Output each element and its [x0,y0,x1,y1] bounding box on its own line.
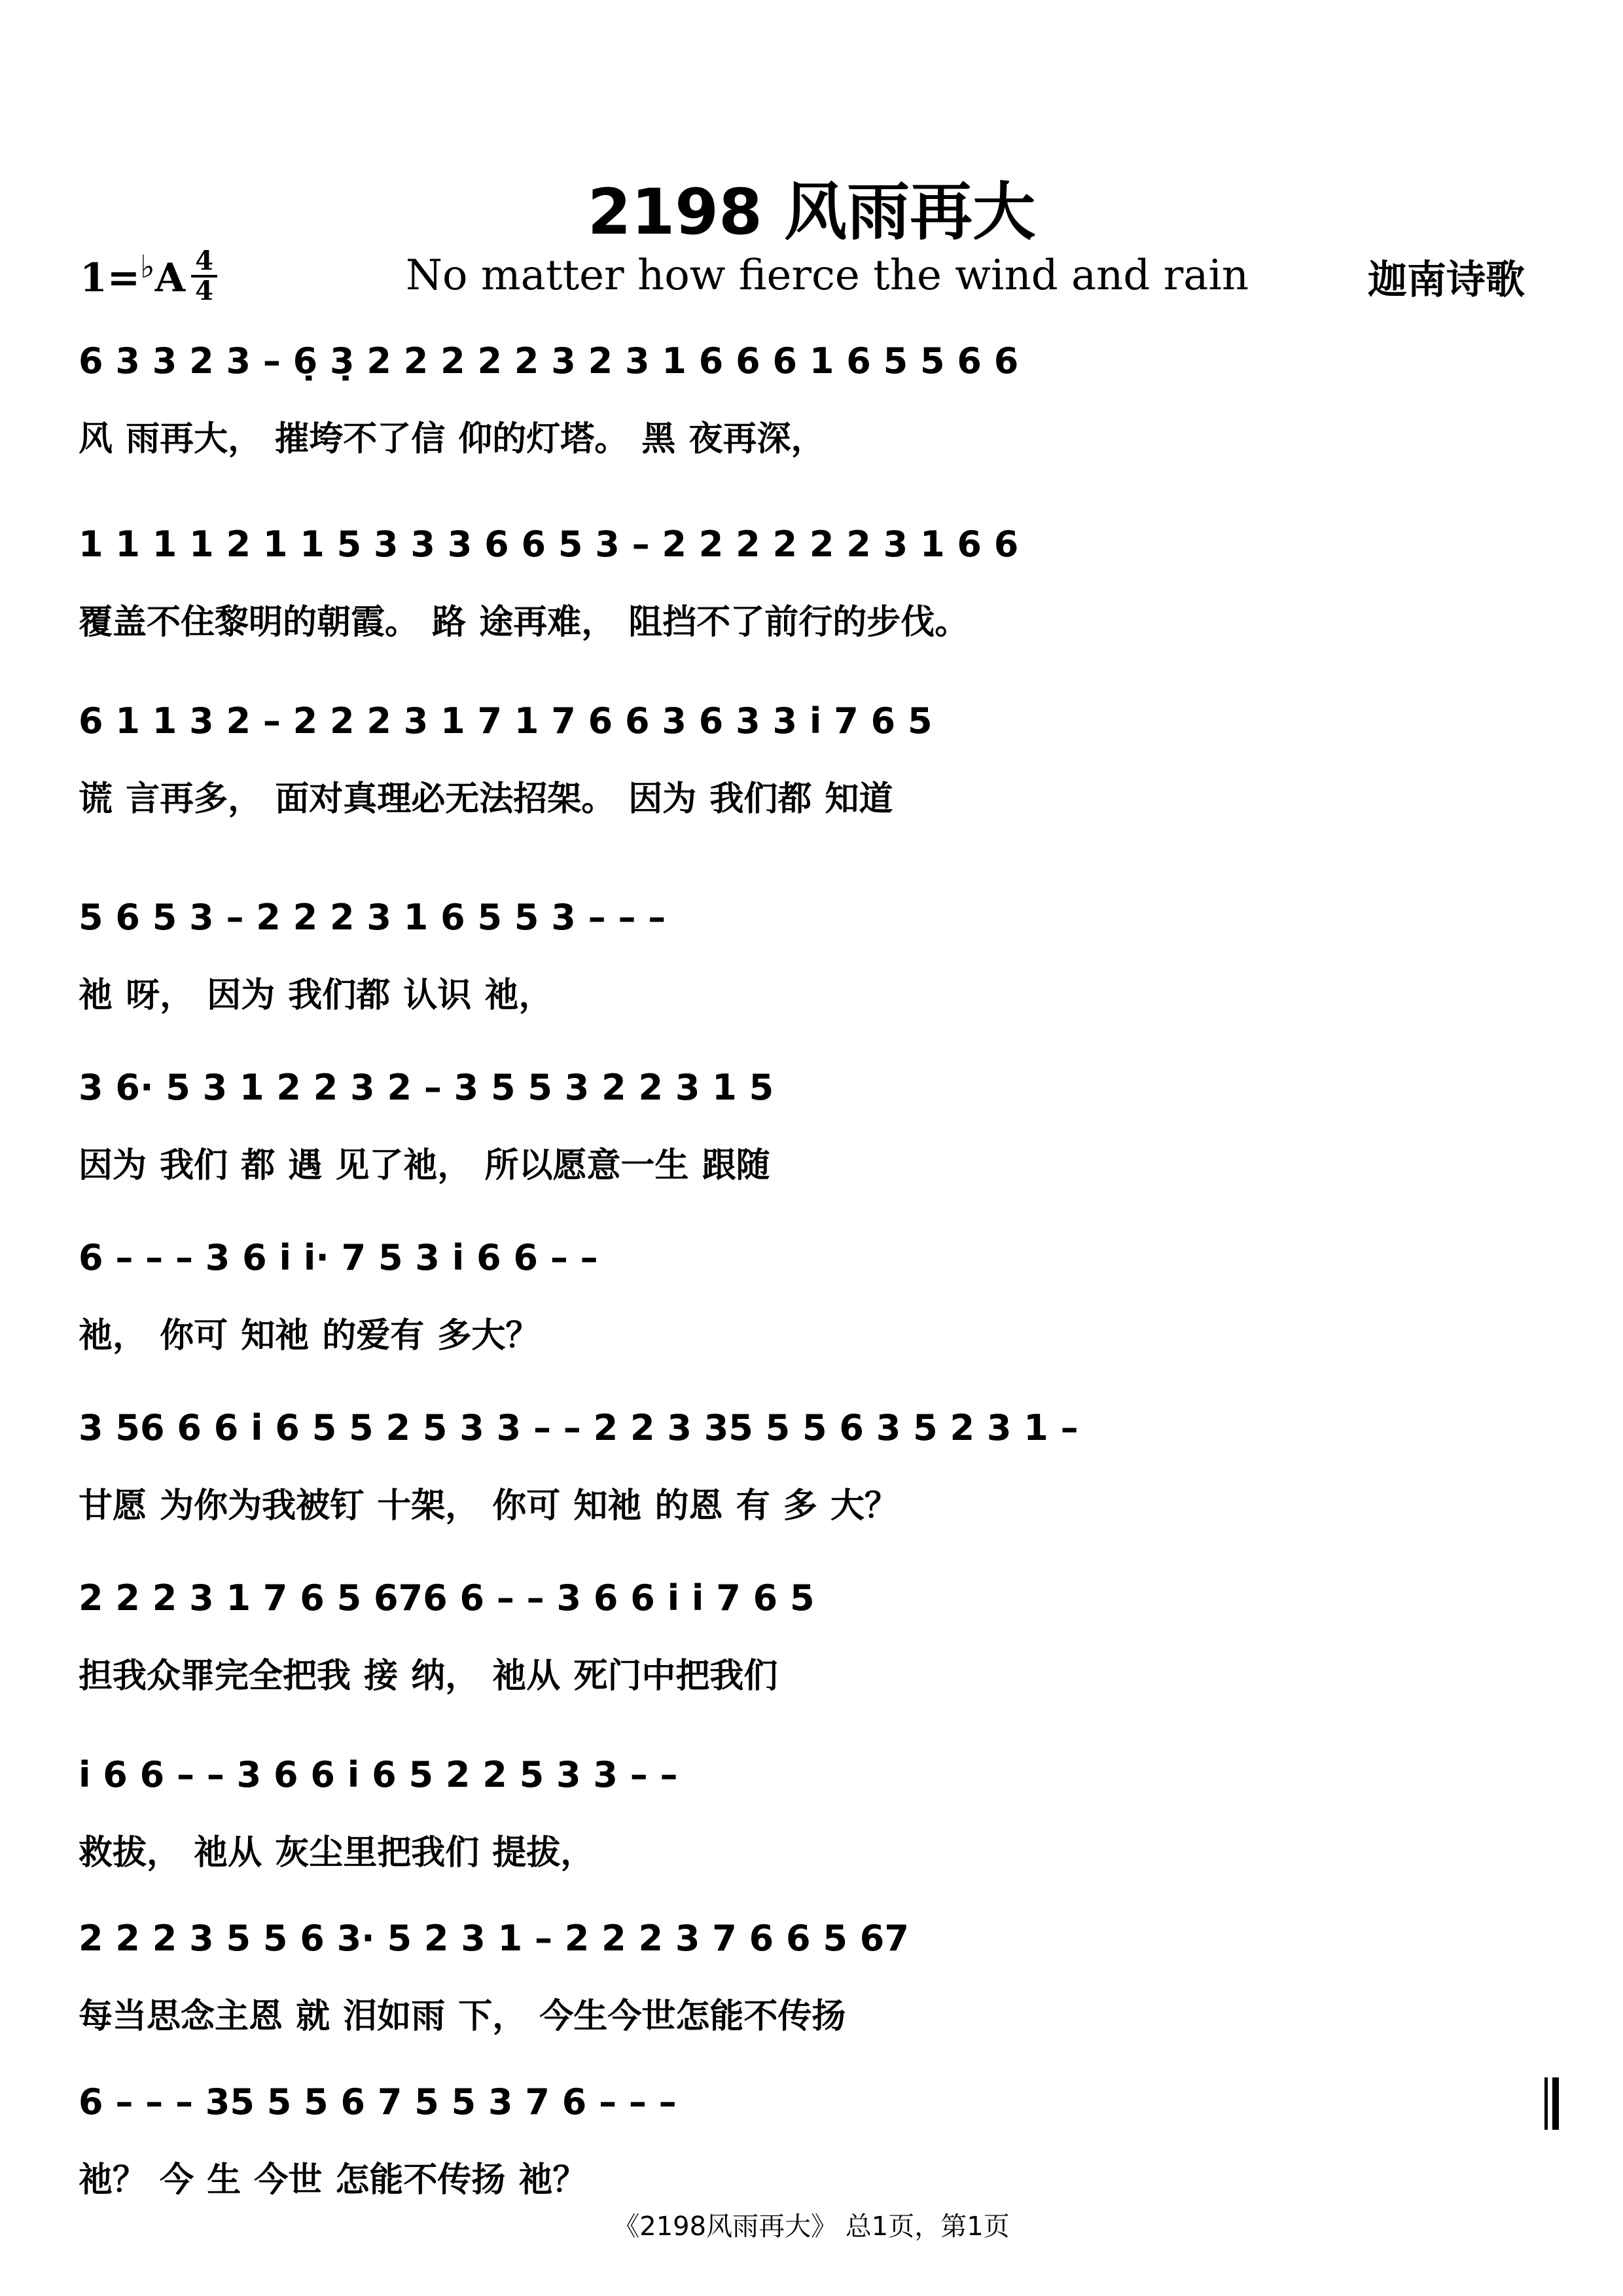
final-barline [1544,2077,1557,2130]
notation-line: 5 6 5 3 – 2 2 2 3 1 6 5 5 3 – – – [79,897,666,938]
lyric-line: 担我众罪完全把我 接 纳， 祂从 死门中把我们 [79,1657,778,1696]
subtitle: No matter how fierce the wind and rain [406,251,1249,300]
time-signature [191,247,217,305]
notation-line: 6 – – – 3 6 i i· 7 5 3 i 6 6 – – [79,1237,598,1278]
notation-line: 6 1 1 3 2 – 2 2 2 3 1 7 1 7 6 6 3 6 3 3 i 7 6 5 [79,700,933,742]
notation-line: 2 2 2 3 1 7 6 5 676 6 – – 3 6 6 i i 7 6 5 [79,1577,815,1619]
page-footer: 《2198风雨再大》 总1页，第1页 [613,2212,1010,2242]
lyric-line: 覆盖不住黎明的朝霞。 路 途再难， 阻挡不了前行的步伐。 [79,603,969,642]
key-signature [80,249,185,301]
lyric-line: 祂？ 今 生 今世 怎能不传扬 祂？ [79,2161,587,2200]
lyric-line: 祂 呀， 因为 我们都 认识 祂， [79,976,553,1015]
lyric-line: 救拔， 祂从 灰尘里把我们 提拔， [79,1833,595,1873]
key-prefix: 1= [80,255,141,301]
key-note: A [154,255,186,301]
lyric-line: 祂， 你可 知祂 的爱有 多大？ [79,1316,540,1355]
notation-line: i 6 6 – – 3 6 6 i 6 5 2 2 5 3 3 – – [79,1754,678,1795]
page-title: 2198 风雨再大 [587,175,1036,249]
notation-line: 3 6· 5 3 1 2 2 3 2 – 3 5 5 3 2 2 3 1 5 [79,1067,774,1108]
lyric-line: 每当思念主恩 就 泪如雨 下， 今生今世怎能不传扬 [79,1997,846,2036]
lyric-line: 谎 言再多， 面对真理必无法招架。 因为 我们都 知道 [79,780,893,819]
flat-symbol: ♭ [140,249,155,285]
lyric-line: 风 雨再大， 摧垮不了信 仰的灯塔。 黑 夜再深， [79,420,825,459]
notation-line: 6 – – – 35 5 5 6 7 5 5 3 7 6 – – – [79,2081,677,2123]
lyric-line: 因为 我们 都 遇 见了祂， 所以愿意一生 跟随 [79,1146,770,1185]
meter-bottom: 4 [195,276,213,306]
notation-line: 6 3 3 2 3 – 6̣ 3̣ 2 2 2 2 2 3 2 3 1 6 6 6 1 6 5 5 6 6 [79,340,1019,382]
notation-line: 3 56 6 6 i 6 5 5 2 5 3 3 – – 2 2 3 35 5 5 6 3 5 2 3 1 – [79,1407,1079,1448]
meter-top: 4 [195,245,213,276]
notation-line: 1 1 1 1 2 1 1 5 3 3 3 6 6 5 3 – 2 2 2 2 2 2 3 1 6 6 [79,524,1019,565]
lyric-line: 甘愿 为你为我被钉 十架， 你可 知祂 的恩 有 多 大？ [79,1486,899,1526]
composer: 迦南诗歌 [1368,257,1525,303]
notation-line: 2 2 2 3 5 5 6 3· 5 2 3 1 – 2 2 2 3 7 6 6 5 67 [79,1918,909,1959]
